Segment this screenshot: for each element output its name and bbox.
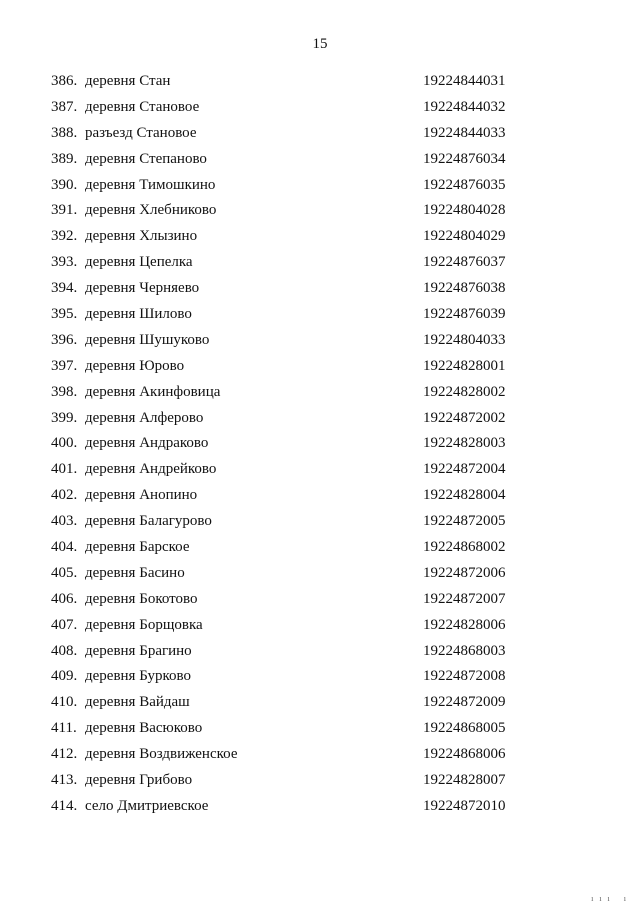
list-item (0, 355, 640, 381)
list-item (0, 510, 640, 536)
item-number: 401. (51, 461, 78, 478)
list-item (0, 381, 640, 407)
list-item (0, 148, 640, 174)
item-number: 412. (51, 746, 78, 763)
settlement-name: деревня Хлебниково (85, 202, 217, 219)
item-number: 403. (51, 513, 78, 530)
list-item (0, 96, 640, 122)
item-number: 405. (51, 564, 78, 581)
settlement-code: 19224872008 (423, 668, 506, 685)
list-item (0, 795, 640, 821)
item-number: 390. (51, 176, 78, 193)
item-number: 413. (51, 772, 78, 789)
item-number: 414. (51, 797, 78, 814)
list-item (0, 588, 640, 614)
item-number: 392. (51, 228, 78, 245)
settlement-code: 19224876035 (423, 176, 506, 193)
settlement-code: 19224872007 (423, 590, 506, 607)
settlement-code: 19224872006 (423, 564, 506, 581)
list-item (0, 251, 640, 277)
settlement-name: деревня Акинфовица (85, 383, 221, 400)
item-number: 396. (51, 331, 78, 348)
settlement-code: 19224844033 (423, 124, 506, 141)
settlement-name: деревня Цепелка (85, 254, 193, 271)
list-item (0, 665, 640, 691)
list-item (0, 122, 640, 148)
scan-artifact-marks: ı ı ı ı (591, 894, 628, 903)
settlement-name: деревня Андрейково (85, 461, 217, 478)
item-number: 386. (51, 73, 78, 89)
settlement-code: 19224872009 (423, 694, 506, 711)
item-number: 402. (51, 487, 78, 504)
item-number: 391. (51, 202, 78, 219)
settlement-name: село Дмитриевское (85, 797, 209, 814)
item-number: 411. (51, 720, 77, 737)
settlement-code: 19224844032 (423, 98, 506, 115)
settlement-name: деревня Барское (85, 539, 190, 556)
list-item (0, 458, 640, 484)
list-item (0, 174, 640, 200)
item-number: 388. (51, 124, 78, 141)
list-item (0, 536, 640, 562)
settlement-name: деревня Балагурово (85, 513, 212, 530)
settlement-name: деревня Черняево (85, 280, 200, 297)
settlement-name: деревня Андраково (85, 435, 209, 452)
list-item (0, 640, 640, 666)
item-number: 389. (51, 150, 78, 167)
list-item (0, 614, 640, 640)
settlement-name: деревня Воздвиженское (85, 746, 238, 763)
list-item (0, 484, 640, 510)
item-number: 395. (51, 306, 78, 323)
settlement-code: 19224804028 (423, 202, 506, 219)
item-number: 399. (51, 409, 78, 426)
settlement-name: деревня Вайдаш (85, 694, 190, 711)
item-number: 387. (51, 98, 78, 115)
settlement-code: 19224868002 (423, 539, 506, 556)
list-item (0, 769, 640, 795)
settlement-name: деревня Степаново (85, 150, 207, 167)
item-number: 406. (51, 590, 78, 607)
settlement-code: 19224868006 (423, 746, 506, 763)
settlement-name: деревня Юрово (85, 357, 185, 374)
settlement-code: 19224828007 (423, 772, 506, 789)
settlement-code: 19224828001 (423, 357, 506, 374)
settlement-code: 19224876034 (423, 150, 506, 167)
list-item (0, 691, 640, 717)
item-number: 393. (51, 254, 78, 271)
settlement-code: 19224876037 (423, 254, 506, 271)
list-item (0, 562, 640, 588)
settlement-code: 19224872002 (423, 409, 506, 426)
item-number: 397. (51, 357, 78, 374)
settlement-name: деревня Шушуково (85, 331, 210, 348)
list-item (0, 277, 640, 303)
settlement-code: 19224828006 (423, 616, 506, 633)
settlement-name: деревня Стан (85, 73, 171, 89)
settlement-code: 19224876038 (423, 280, 506, 297)
list-item (0, 70, 640, 96)
settlement-name: деревня Басино (85, 564, 185, 581)
settlement-name: деревня Алферово (85, 409, 204, 426)
settlement-name: деревня Бурково (85, 668, 191, 685)
item-number: 404. (51, 539, 78, 556)
settlement-name: деревня Васюково (85, 720, 203, 737)
settlement-code: 19224844031 (423, 73, 506, 89)
settlement-code: 19224828002 (423, 383, 506, 400)
settlement-name: деревня Хлызино (85, 228, 198, 245)
settlement-name: деревня Грибово (85, 772, 193, 789)
settlement-code: 19224828004 (423, 487, 506, 504)
item-number: 409. (51, 668, 78, 685)
list-item (0, 199, 640, 225)
list-item (0, 743, 640, 769)
settlement-name: деревня Бокотово (85, 590, 198, 607)
list-item (0, 303, 640, 329)
item-number: 398. (51, 383, 78, 400)
settlement-name: деревня Борщовка (85, 616, 203, 633)
settlement-code: 19224872005 (423, 513, 506, 530)
page-number: 15 (312, 36, 328, 52)
settlement-code: 19224872010 (423, 797, 506, 814)
settlement-code: 19224828003 (423, 435, 506, 452)
list-item (0, 432, 640, 458)
settlement-code: 19224804033 (423, 331, 506, 348)
settlement-code: 19224872004 (423, 461, 506, 478)
settlement-code: 19224876039 (423, 306, 506, 323)
item-number: 394. (51, 280, 78, 297)
item-number: 408. (51, 642, 78, 659)
settlement-name: деревня Анопино (85, 487, 198, 504)
settlement-list (0, 70, 640, 821)
item-number: 400. (51, 435, 78, 452)
list-item (0, 225, 640, 251)
settlement-name: деревня Брагино (85, 642, 192, 659)
settlement-code: 19224868003 (423, 642, 506, 659)
list-item (0, 717, 640, 743)
list-item (0, 329, 640, 355)
settlement-name: деревня Становое (85, 98, 200, 115)
settlement-name: деревня Шилово (85, 306, 192, 323)
settlement-name: деревня Тимошкино (85, 176, 216, 193)
settlement-code: 19224804029 (423, 228, 506, 245)
item-number: 410. (51, 694, 78, 711)
item-number: 407. (51, 616, 78, 633)
list-item (0, 407, 640, 433)
settlement-code: 19224868005 (423, 720, 506, 737)
settlement-name: разъезд Становое (85, 124, 197, 141)
